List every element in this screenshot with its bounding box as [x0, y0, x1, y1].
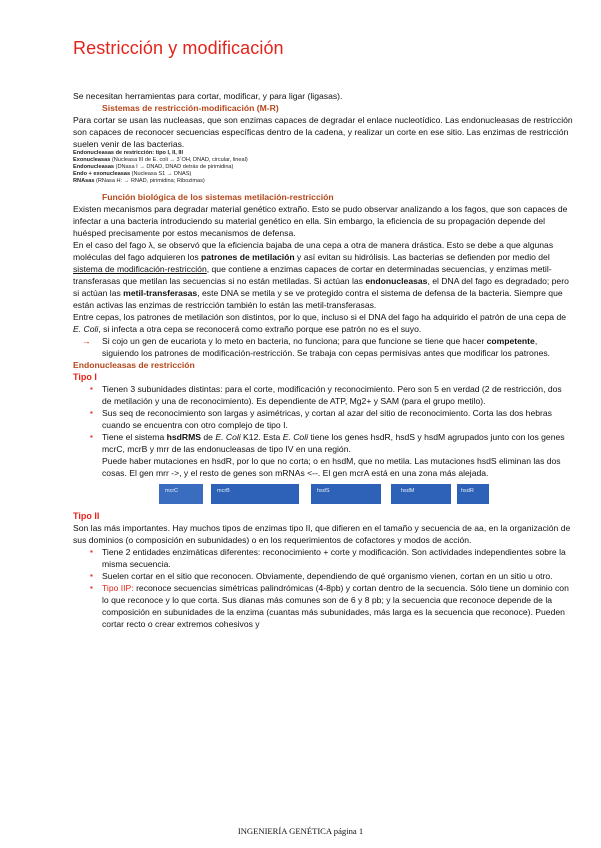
- classification-line: RNAsas (RNasa H: → RNAD, pirimidina; Ribozimas): [73, 178, 205, 184]
- classification-line: Endo + exonucleasas (Nucleasa S1 → DNAS): [73, 171, 192, 177]
- list-item: ▪ Tiene 2 entidades enzimáticas diferentes: reconocimiento + corte y modificación. Son actividades independientes sobre la misma secuencia.: [90, 547, 566, 569]
- classification-line: Endonucleasas (DNasa I → DNAD, DNAD detrás de pirimidina): [73, 164, 234, 170]
- bullet-icon: ▪: [90, 432, 93, 441]
- bullet-icon: ▪: [90, 408, 93, 417]
- classification-line: Endonucleasas de restricción: tipo I, II, III: [73, 150, 184, 156]
- classification-line: Exonucleasas (Nucleasa III de E. coli → 3´OH, DNAD, circular, lineal): [73, 157, 248, 163]
- gene-cluster-figure: [159, 484, 489, 504]
- subsection-tipo-1: Tipo I: [73, 372, 97, 382]
- section-heading-rm: Sistemas de restricción-modificación (M-R): [102, 103, 279, 113]
- intro-paragraph: Se necesitan herramientas para cortar, modificar, y para ligar (ligasas).: [73, 91, 343, 101]
- gene-spacer: [203, 484, 211, 504]
- bullet-icon: ▪: [90, 583, 93, 592]
- list-item: ▪ Tienen 3 subunidades distintas: para el corte, modificación y reconocimiento. Pero son 5 en verdad (2 de restricción, dos de metilación y una de reconocimiento). Es dependiente de ATP, Mg2+ y SAM (para el grupo metilo).: [90, 384, 562, 406]
- gene-spacer: [299, 484, 311, 504]
- gene-segment: mcrC: [159, 484, 203, 504]
- enzyme-classification-list: [73, 150, 573, 185]
- function-paragraph-1: Existen mecanismos para degradar material genético extraño. Esto se pudo observar analizando a los fagos, que son capaces de infectar a una bacteria introduciendo su material genético en ella. Sin embargo, la eficiencia de su propagación depende del huésped precisamente por estos mecanismos de defensa.: [73, 204, 568, 238]
- subsection-tipo-2: Tipo II: [73, 511, 100, 521]
- nucleasas-paragraph: Para cortar se usan las nucleasas, que son enzimas capaces de degradar el enlace nucleotídico. Las endonucleasas de restricción son capaces de reconocer secuencias específicas dentro de la cadena, y realizar un corte en ese sitio. Las enzimas de restricción suelen venir de las bacterias.: [73, 115, 573, 149]
- document-body: [73, 90, 573, 630]
- list-item: ▪ Tipo IIP: reconoce secuencias simétricas palindrómicas (4-8pb) y cortan dentro de la secuencia. Sólo tiene un dominio con lo que reconoce y lo que corta. Sus dianas más comunes son de 6 y 8 pb; y la secuencia que reconoce depende de la composición en subunidades de la enzima (cuantas más subunidades, más larga es la secuencia que reconoce). Pueden cortar recto o crear extremos cohesivos y: [90, 583, 569, 629]
- tipo-1-list: [73, 383, 573, 479]
- list-item: ▪ Tiene el sistema hsdRMS de E. Coli K12. Esta E. Coli tiene los genes hsdR, hsdS y hsdM agrupados junto con los genes mcrC, mcrB y mrr de las endonucleasas de tipo IV en una región. Puede haber mutaciones en hsdR, por lo que no corta; o en hsdM, que no metila. Las mutaciones hsdS eliminan las dos cosas. El gen mrr ->, y el resto de genes son mRNAs <--. El gen mcrA está en una zona más alejada.: [90, 432, 565, 478]
- bullet-icon: ▪: [90, 571, 93, 580]
- list-item: ▪ Sus seq de reconocimiento son largas y asimétricas, y cortan al azar del sitio de reconocimiento. Corta las dos hebras cuando se encuentra con otro complejo de tipo I.: [90, 408, 552, 430]
- competence-note: → Si cojo un gen de eucariota y lo meto en bacteria, no funciona; para que funcione se tiene que hacer competente, siguiendo los patrones de modificación-restricción. Se trabaja con cepas permisivas antes que modificar los patrones.: [82, 336, 551, 358]
- gene-segment: hsdS: [311, 484, 381, 504]
- function-paragraph-3: Entre cepas, los patrones de metilación son distintos, por lo que, incluso si el DNA del fago ha adquirido el patrón de una cepa de E. Coli, si infecta a otra cepa se reconocerá como extraño porque ese patrón no es el suyo.: [73, 312, 567, 334]
- gene-spacer: [381, 484, 391, 504]
- gene-segment: hsdM: [391, 484, 451, 504]
- bullet-icon: ▪: [90, 384, 93, 393]
- list-item: ▪ Suelen cortar en el sitio que reconocen. Obviamente, dependiendo de qué organismo vienen, cortan en un sitio u otro.: [90, 571, 553, 581]
- gene-segment: hsdR: [457, 484, 489, 504]
- page-title: Restricción y modificación: [73, 38, 284, 58]
- page-footer: INGENIERÍA GENÉTICA página 1: [237, 826, 364, 836]
- arrow-icon: →: [82, 336, 91, 346]
- tipo-2-list: [73, 546, 573, 630]
- section-heading-endonucleasas: Endonucleasas de restricción: [73, 360, 195, 370]
- function-paragraph-2: En el caso del fago λ, se observó que la eficiencia bajaba de una cepa a otra de manera drástica. Esto se debe a que algunas moléculas del fago adquieren los patrones de metilación y así evitan su hidrólisis. Las bacterias se defienden por medio del sistema de modificación-restricción, que contiene a enzimas capaces de cortar en determinadas secuencias, y enzimas metil-transferasas que metilan las secuencias si no están metiladas. Si actúan las endonucleasas, el DNA del fago es degradado; pero si actúan las metil-transferasas, este DNA se metila y se ve protegido contra el sistema de defensa de la bacteria. Siempre que están activas las enzimas de restricción también lo están las metil-transferasas.: [73, 240, 569, 310]
- section-heading-function: Función biológica de los sistemas metilación-restricción: [102, 192, 334, 202]
- bullet-icon: ▪: [90, 547, 93, 556]
- tipo-2-intro: Son las más importantes. Hay muchos tipos de enzimas tipo II, que difieren en el tamaño y secuencia de aa, en la organización de sus dominios (o composición en subunidades) o en los requerimientos de cofactores y modos de acción.: [73, 523, 571, 545]
- gene-segment: mcrB: [211, 484, 299, 504]
